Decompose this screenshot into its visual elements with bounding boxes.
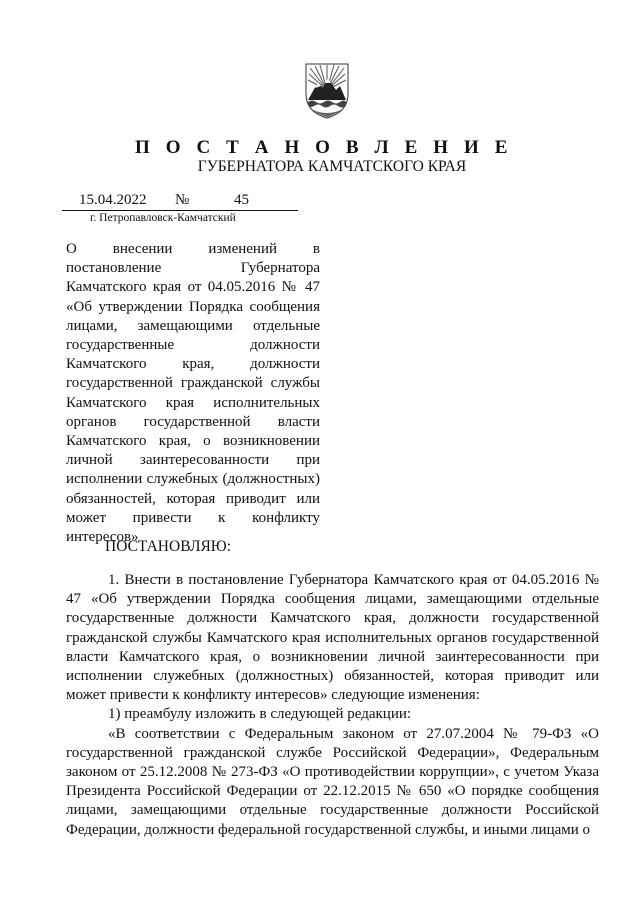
kamchatka-coat-of-arms-icon <box>298 60 356 120</box>
document-body <box>66 571 599 840</box>
document-date: 15.04.2022 <box>79 192 147 208</box>
document-title: П О С Т А Н О В Л Е Н И Е <box>135 137 513 158</box>
document-subject: О внесении изменений в постановление Губернатора Камчатского края от 04.05.2016 № 47 «Об утверждении Порядка сообщения лицами, замещающими отдельные государственные должности Камчатского края, должности государственной гражданской службы Камчатского края исполнительных органов государственной власти Камчатского края, о возникновении личной заинтересованности при исполнении служебных (должностных) обязанностей, которая приводит или может привести к конфликту интересов» <box>66 241 320 546</box>
document-subtitle: ГУБЕРНАТОРА КАМЧАТСКОГО КРАЯ <box>197 158 467 175</box>
body-quote: «В соответствии с Федеральным законом от 27.07.2004 № 79-ФЗ «О государственной гражданской службе Российской Федерации», Федеральным законом от 25.12.2008 № 273-ФЗ «О противодействии коррупции», с учетом Указа Президента Российской Федерации от 22.12.2015 № 650 «О порядке сообщения лицами, замещающими отдельные государственные должности Российской Федерации, должности федеральной государственной службы, и иными лицами о <box>66 725 599 838</box>
document-number: 45 <box>234 192 249 208</box>
number-sign: № <box>175 192 190 208</box>
date-number-row <box>62 192 298 211</box>
city-name: г. Петропавловск-Камчатский <box>90 212 236 224</box>
body-subitem-1: 1) преамбулу изложить в следующей редакции: <box>108 706 412 723</box>
date-underline <box>62 210 298 211</box>
body-paragraph-1: 1. Внести в постановление Губернатора Камчатского края от 04.05.2016 № 47 «Об утверждении Порядка сообщения лицами, замещающими отдельные государственные должности Камчатского края, должности государственной гражданской службы Камчатского края исполнительных органов государственной власти Камчатского края, о возникновении личной заинтересованности при исполнении служебных (должностных) обязанностей, которая приводит или может привести к конфликту интересов» следующие изменения: <box>66 572 599 704</box>
decree-word: ПОСТАНОВЛЯЮ: <box>105 538 232 555</box>
